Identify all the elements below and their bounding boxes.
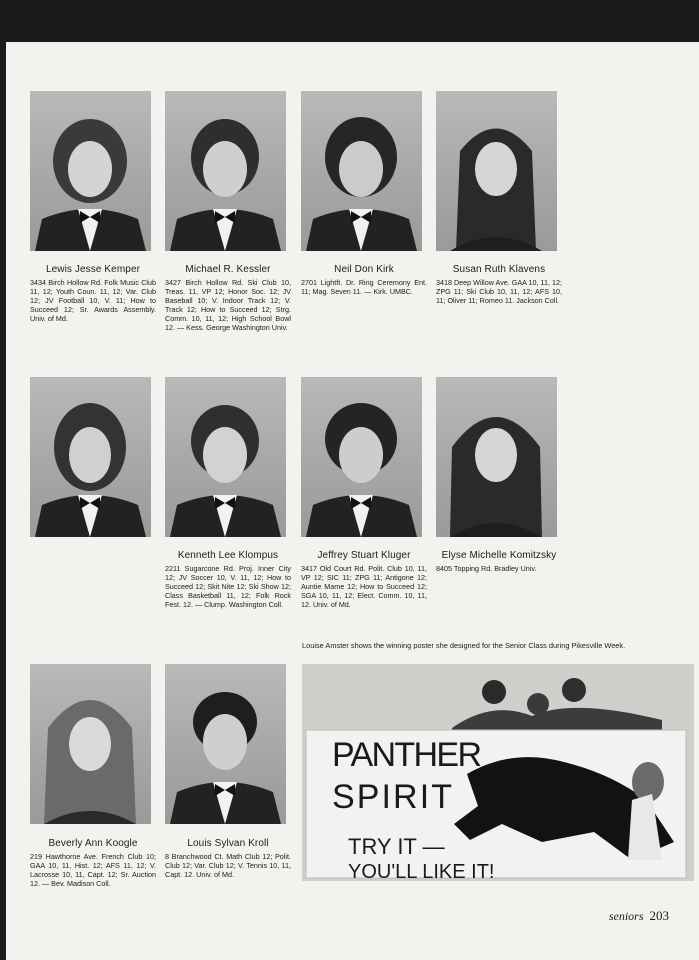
student-name: Jeffrey Stuart Kluger [317,550,411,561]
poster-line-4: YOU'LL LIKE IT! [348,861,495,881]
student-activities: 2701 Lightft. Dr. Ring Ceremony Ent. 11; Mag. Seven 11. — Kirk. UMBC. [301,278,427,296]
caption-komitzsky [436,550,562,573]
portrait-photo-icon [301,377,422,537]
portrait-photo-klavens [436,91,557,251]
student-name: Louis Sylvan Kroll [187,838,269,849]
caption-klavens [436,264,562,305]
portrait-photo-kluger [301,377,422,537]
portrait-photo-kemper [30,91,151,251]
student-activities: 3427 Birch Hollow Rd. Ski Club 10, Treas. 11, VP 12; Honor Soc. 12; JV Baseball 10; V. Indoor Track 12; V. Track 12; How to Succeed 12; Strg. Comm. 10, 11, 12; High School Bowl 12. — Kess. George Washington Univ. [165,278,291,332]
caption-kirk [301,264,427,296]
portrait-photo-klompus [165,377,286,537]
poster-photo [302,664,694,881]
student-activities: 3418 Deep Willow Ave. GAA 10, 11, 12; ZPG 11; Ski Club 10, 11, 12; AFS 10, 11; Oliver 11; Romeo 11. Jackson Coll. [436,278,562,305]
portrait-photo-icon [30,91,151,251]
caption-klompus [165,550,291,609]
student-name: Neil Don Kirk [334,264,394,275]
portrait-photo-icon [30,377,151,537]
portrait-photo-icon [165,377,286,537]
caption-koogle [30,838,156,888]
student-name: Kenneth Lee Klompus [177,550,279,561]
portrait-photo-icon [30,664,151,824]
poster-photo-caption: Louise Amster shows the winning poster she designed for the Senior Class during Pikesville Week. [302,641,626,651]
student-name: Lewis Jesse Kemper [45,264,141,275]
poster-line-2: SPIRIT [332,778,452,816]
student-name: Elyse Michelle Komitzsky [441,550,557,561]
page-footer [609,908,669,924]
panther-poster-icon [302,664,694,881]
student-activities: 3417 Old Court Rd. Polit. Club 10, 11, VP 12; SIC 11; ZPG 11; Antigone 12; Auntie Mame 12; How to Succeed 12; SGA 10, 11, 12; Elect. Comm. 10, 11, 12. Univ. of Md. [301,564,427,609]
portrait-photo-icon [301,91,422,251]
caption-kluger [301,550,427,609]
caption-kessler [165,264,291,332]
student-activities: 219 Hawthorne Ave. French Club 10; GAA 10, 11, Hist. 12; AFS 11, 12; V. Lacrosse 10, 11, Capt. 12; Sr. Auction 12. — Bev. Madison Coll. [30,852,156,888]
student-name: Beverly Ann Koogle [48,838,138,849]
portrait-photo-kessler [165,91,286,251]
student-activities: 3434 Birch Hollow Rd. Folk Music Club 11, 12; Youth Coun. 11, 12; Var. Club 12; JV Football 10, V. 11; How to Succeed 12; Sr. Awards Assembly. Univ. of Md. [30,278,156,323]
portrait-photo-kroll [165,664,286,824]
poster-line-3: TRY IT — [348,834,445,859]
student-activities: 2211 Sugarcone Rd. Proj. Inner City 12; JV Soccer 10, V. 11, 12; How to Succeed 12; Skit Nite 12; Ski Show 12; Class Basketball 11, 12; Folk Rock Fest. 12. — Clump. Washington Coll. [165,564,291,609]
portrait-photo-icon [436,377,557,537]
portrait-photo-koogle [30,664,151,824]
portrait-photo-icon [165,664,286,824]
page-number: 203 [649,908,669,923]
portrait-photo-row2-a [30,377,151,537]
section-label: seniors [608,909,644,923]
yearbook-page [6,42,699,960]
portrait-photo-kirk [301,91,422,251]
poster-line-1: PANTHER [332,736,482,774]
caption-kroll [165,838,291,879]
student-name: Susan Ruth Klavens [452,264,546,275]
student-name: Michael R. Kessler [185,264,271,275]
student-activities: 8 Branchwood Ct. Math Club 12; Polit. Club 12; Var. Club 12; V. Tennis 10, 11, Capt. 12. Univ. of Md. [165,852,291,879]
portrait-photo-komitzsky [436,377,557,537]
portrait-photo-icon [436,91,557,251]
student-activities: 8405 Topping Rd. Bradley Univ. [436,564,537,573]
portrait-photo-icon [165,91,286,251]
caption-kemper [30,264,156,323]
